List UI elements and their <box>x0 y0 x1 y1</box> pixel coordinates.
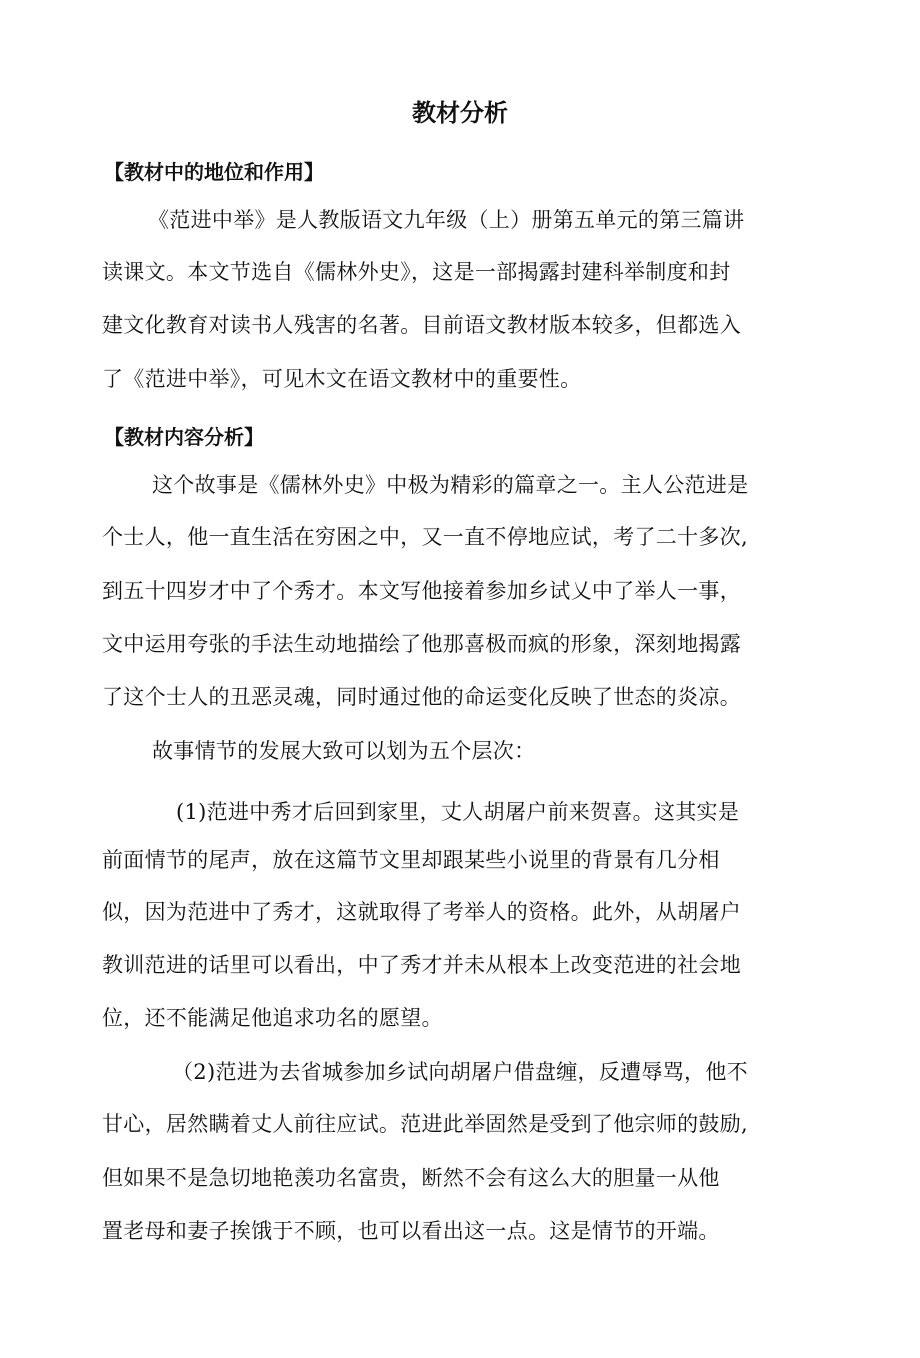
paragraph-line: 前面情节的尾声，放在这篇节文里却跟某些小说里的背景有几分相 <box>102 848 720 872</box>
paragraph-line: 甘心，居然瞒着丈人前往应试。范进此举固然是受到了他宗师的鼓励, <box>102 1112 748 1136</box>
paragraph-line: 似，因为范进中了秀才，这就取得了考举人的资格。此外，从胡屠户 <box>102 900 741 924</box>
paragraph-line: 置老母和妻子挨饿于不顾，也可以看出这一点。这是情节的开端。 <box>102 1219 720 1243</box>
paragraph-line: 故事情节的发展大致可以划为五个层次： <box>152 739 536 763</box>
paragraph-line: 到五十四岁才中了个秀才。本文写他接着参加乡试乂中了举人一事， <box>102 579 741 603</box>
paragraph-line: 了《范进中举》，可见木文在语文教材中的重要性。 <box>102 367 582 391</box>
paragraph-line: 教训范进的话里可以看出，中了秀才并未从根本上改变范进的社会地 <box>102 953 741 977</box>
paragraph-line: (1)范进中秀才后回到家里，丈人胡屠户前来贺喜。这其实是 <box>176 800 740 824</box>
paragraph-line: 读课文。本文节选自《儒林外史》，这是一部揭露封建科举制度和封 <box>102 260 731 284</box>
paragraph-line: 文中运用夸张的手法生动地描绘了他那喜极而疯的形象，深刻地揭露 <box>102 632 741 656</box>
document-title: 教材分析 <box>412 99 508 127</box>
paragraph-line: 建文化教育对读书人残害的名著。目前语文教材版本较多，但都选入 <box>102 313 741 337</box>
paragraph-line: 了这个士人的丑恶灵魂，同时通过他的命运变化反映了世态的炎凉。 <box>102 685 741 709</box>
paragraph-line: 个士人，他一直生活在穷困之中，又一直不停地应试，考了二十多次, <box>102 525 748 549</box>
section-heading-position-role: 【教材中的地位和作用】 <box>104 160 324 184</box>
paragraph-line: （2)范进为去省城参加乡试向胡屠户借盘缠，反遭辱骂，他不 <box>172 1060 748 1084</box>
section-heading-content-analysis: 【教材内容分析】 <box>104 425 264 449</box>
paragraph-line: 《范进中举》是人教版语文九年级（上）册第五单元的第三篇讲 <box>148 208 745 232</box>
paragraph-line: 但如果不是急切地艳羡功名富贵，断然不会有这么大的胆量一从他 <box>102 1166 720 1190</box>
paragraph-line: 位，还不能满足他追求功名的愿望。 <box>102 1006 443 1030</box>
paragraph-line: 这个故事是《儒林外史》中极为精彩的篇章之一。主人公范进是 <box>152 473 749 497</box>
